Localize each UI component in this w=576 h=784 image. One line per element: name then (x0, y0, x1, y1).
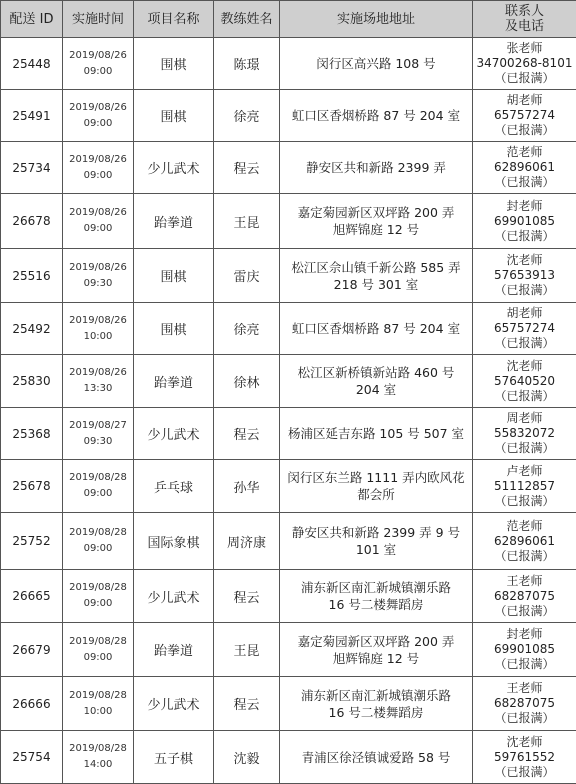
contact-name: 封老师 (506, 198, 543, 213)
cell-id: 25752 (1, 513, 63, 570)
cell-date: 2019/08/26 (69, 314, 127, 326)
cell-coach: 程云 (214, 570, 280, 623)
status-text: （已报满） (494, 283, 555, 297)
cell-time (63, 249, 134, 303)
header-coach: 教练姓名 (214, 1, 280, 38)
cell-time (63, 303, 134, 355)
cell-contact (473, 677, 576, 731)
cell-id: 26678 (1, 194, 63, 249)
table-row (1, 623, 576, 677)
cell-address (280, 513, 473, 570)
cell-address (280, 408, 473, 460)
cell-time (63, 408, 134, 460)
contact-name: 胡老师 (506, 306, 543, 320)
contact-phone: 68287075 (493, 588, 556, 603)
cell-id: 25491 (1, 90, 63, 142)
status-text: （已报满） (494, 175, 555, 189)
status-text: （已报满） (494, 228, 555, 243)
cell-project: 围棋 (134, 303, 214, 355)
address-line: 松江区新桥镇新站路 460 号 (297, 365, 455, 380)
address-line: 虹口区香烟桥路 87 号 204 室 (291, 108, 461, 123)
cell-time (63, 460, 134, 513)
cell-time (63, 677, 134, 731)
cell-coach: 徐亮 (214, 303, 280, 355)
cell-date: 2019/08/26 (69, 153, 127, 165)
contact-name: 周老师 (506, 411, 543, 425)
cell-contact (473, 303, 576, 355)
cell-coach: 周济康 (214, 513, 280, 570)
address-line: 杨浦区延吉东路 105 号 507 室 (287, 426, 465, 441)
cell-address (280, 38, 473, 90)
cell-coach: 程云 (214, 677, 280, 731)
cell-project: 围棋 (134, 90, 214, 142)
cell-clock: 13:30 (83, 383, 113, 394)
contact-phone: 57653913 (493, 268, 556, 282)
header-contact-line-2: 及电话 (504, 19, 544, 34)
cell-clock: 10:00 (83, 330, 113, 342)
cell-clock: 10:00 (83, 705, 113, 717)
status-text: （已报满） (494, 388, 555, 403)
contact-phone: 59761552 (493, 749, 556, 764)
address-line: 虹口区香烟桥路 87 号 204 室 (291, 321, 461, 336)
cell-coach: 沈毅 (214, 731, 280, 784)
cell-time (63, 142, 134, 194)
cell-date: 2019/08/26 (69, 367, 127, 378)
cell-contact (473, 355, 576, 408)
contact-phone: 68287075 (493, 696, 556, 710)
contact-phone: 57640520 (493, 373, 556, 388)
contact-phone: 65757274 (493, 321, 556, 335)
cell-date: 2019/08/28 (69, 635, 127, 647)
cell-clock: 09:00 (83, 598, 113, 609)
contact-phone: 69901085 (493, 213, 556, 228)
cell-contact (473, 460, 576, 513)
cell-time (63, 513, 134, 570)
cell-id: 25830 (1, 355, 63, 408)
cell-project: 围棋 (134, 249, 214, 303)
cell-clock: 09:30 (83, 277, 113, 289)
table-row (1, 570, 576, 623)
address-line: 嘉定菊园新区双坪路 200 弄 (297, 633, 455, 649)
table-row (1, 408, 576, 460)
address-line: 都会所 (357, 487, 395, 502)
cell-contact (473, 142, 576, 194)
cell-id: 25734 (1, 142, 63, 194)
contact-phone: 62896061 (493, 160, 556, 174)
address-line: 嘉定菊园新区双坪路 200 弄 (297, 205, 455, 220)
cell-time (63, 570, 134, 623)
address-line: 旭辉锦庭 12 号 (332, 650, 420, 666)
cell-time (63, 731, 134, 784)
cell-contact (473, 731, 576, 784)
contact-phone: 51112857 (493, 478, 556, 493)
cell-date: 2019/08/27 (69, 419, 127, 431)
cell-clock: 09:30 (83, 435, 113, 447)
table-row (1, 249, 576, 303)
contact-name: 王老师 (506, 573, 543, 588)
address-line: 闵行区高兴路 108 号 (316, 56, 436, 71)
header-contact-line-1: 联系人 (504, 4, 544, 19)
cell-clock: 09:00 (83, 543, 113, 554)
status-text: （已报满） (494, 336, 555, 350)
cell-address (280, 570, 473, 623)
cell-time (63, 623, 134, 677)
cell-address (280, 355, 473, 408)
cell-clock: 09:00 (83, 651, 113, 663)
table-row (1, 38, 576, 90)
cell-id: 26679 (1, 623, 63, 677)
contact-name: 封老师 (506, 627, 543, 641)
header-time: 实施时间 (63, 1, 134, 38)
contact-name: 卢老师 (506, 463, 543, 478)
status-text: （已报满） (494, 657, 555, 671)
contact-name: 胡老师 (506, 93, 543, 107)
cell-clock: 14:00 (83, 759, 113, 770)
status-text: （已报满） (494, 711, 555, 725)
address-line: 218 号 301 室 (333, 276, 419, 292)
status-text: （已报满） (494, 123, 555, 137)
address-line: 16 号二楼舞蹈房 (328, 597, 424, 612)
contact-name: 范老师 (506, 518, 543, 533)
cell-time (63, 355, 134, 408)
cell-address (280, 142, 473, 194)
status-text: （已报满） (494, 493, 555, 508)
status-text: （已报满） (494, 764, 555, 779)
cell-contact (473, 249, 576, 303)
status-text: （已报满） (494, 548, 555, 563)
cell-clock: 09:00 (83, 488, 113, 499)
address-line: 旭辉锦庭 12 号 (332, 222, 420, 237)
address-line: 闵行区东兰路 1111 弄内欧风花 (287, 470, 465, 485)
cell-project: 跆拳道 (134, 623, 214, 677)
cell-clock: 09:00 (83, 169, 113, 181)
status-text: （已报满） (494, 441, 555, 455)
table-row (1, 460, 576, 513)
cell-date: 2019/08/26 (69, 101, 127, 113)
contact-phone: 69901085 (493, 642, 556, 656)
cell-time (63, 194, 134, 249)
cell-project: 少儿武术 (134, 570, 214, 623)
address-line: 静安区共和新路 2399 弄 9 号 (291, 525, 461, 540)
cell-id: 25368 (1, 408, 63, 460)
cell-address (280, 623, 473, 677)
address-line: 青浦区徐泾镇诚爱路 58 号 (301, 749, 451, 765)
table-row (1, 303, 576, 355)
contact-name: 张老师 (506, 41, 543, 55)
cell-contact (473, 623, 576, 677)
cell-address (280, 460, 473, 513)
address-line: 浦东新区南汇新城镇潮乐路 (300, 580, 451, 595)
cell-date: 2019/08/26 (69, 49, 127, 61)
address-line: 静安区共和新路 2399 弄 (306, 160, 446, 175)
cell-date: 2019/08/28 (69, 689, 127, 701)
table-row (1, 513, 576, 570)
status-text: （已报满） (494, 71, 555, 85)
table-body (1, 38, 576, 784)
table-row (1, 677, 576, 731)
header-id: 配送 ID (1, 1, 63, 38)
cell-coach: 王昆 (214, 194, 280, 249)
cell-contact (473, 570, 576, 623)
cell-contact (473, 408, 576, 460)
cell-project: 少儿武术 (134, 142, 214, 194)
cell-contact (473, 513, 576, 570)
cell-time (63, 90, 134, 142)
cell-id: 26665 (1, 570, 63, 623)
cell-project: 围棋 (134, 38, 214, 90)
cell-address (280, 90, 473, 142)
cell-coach: 陈璟 (214, 38, 280, 90)
cell-contact (473, 90, 576, 142)
cell-clock: 09:00 (83, 117, 113, 129)
cell-date: 2019/08/28 (69, 472, 127, 483)
cell-project: 跆拳道 (134, 194, 214, 249)
cell-date: 2019/08/28 (69, 743, 127, 754)
header-contact (473, 1, 576, 38)
contact-name: 沈老师 (506, 734, 543, 749)
table-row (1, 355, 576, 408)
cell-address (280, 194, 473, 249)
cell-date: 2019/08/26 (69, 207, 127, 218)
cell-time (63, 38, 134, 90)
cell-coach: 雷庆 (214, 249, 280, 303)
address-line: 浦东新区南汇新城镇潮乐路 (300, 687, 451, 703)
cell-date: 2019/08/28 (69, 582, 127, 593)
cell-contact (473, 194, 576, 249)
contact-phone: 55832072 (493, 426, 556, 440)
header-address: 实施场地地址 (280, 1, 473, 38)
header-row (1, 1, 576, 38)
cell-date: 2019/08/26 (69, 261, 127, 273)
cell-project: 跆拳道 (134, 355, 214, 408)
cell-coach: 程云 (214, 408, 280, 460)
cell-address (280, 677, 473, 731)
cell-coach: 王昆 (214, 623, 280, 677)
contact-name: 沈老师 (506, 253, 543, 267)
contact-phone: 34700268-8101 (476, 56, 573, 70)
header-project: 项目名称 (134, 1, 214, 38)
table-row (1, 142, 576, 194)
contact-phone: 62896061 (493, 533, 556, 548)
contact-name: 范老师 (506, 145, 543, 159)
cell-id: 25678 (1, 460, 63, 513)
cell-coach: 程云 (214, 142, 280, 194)
cell-id: 25492 (1, 303, 63, 355)
cell-address (280, 249, 473, 303)
address-line: 16 号二楼舞蹈房 (328, 704, 424, 720)
contact-name: 王老师 (506, 681, 543, 695)
cell-project: 少儿武术 (134, 408, 214, 460)
cell-id: 25448 (1, 38, 63, 90)
contact-phone: 65757274 (493, 108, 556, 122)
status-text: （已报满） (494, 603, 555, 618)
cell-project: 少儿武术 (134, 677, 214, 731)
cell-project: 国际象棋 (134, 513, 214, 570)
cell-clock: 09:00 (83, 65, 113, 77)
cell-id: 25754 (1, 731, 63, 784)
cell-project: 五子棋 (134, 731, 214, 784)
cell-clock: 09:00 (83, 223, 113, 234)
cell-address (280, 731, 473, 784)
cell-coach: 徐亮 (214, 90, 280, 142)
cell-id: 25516 (1, 249, 63, 303)
cell-id: 26666 (1, 677, 63, 731)
contact-name: 沈老师 (506, 358, 543, 373)
cell-project: 乒乓球 (134, 460, 214, 513)
cell-date: 2019/08/28 (69, 527, 127, 538)
cell-address (280, 303, 473, 355)
table-row (1, 194, 576, 249)
address-line: 松江区佘山镇千新公路 585 弄 (291, 259, 461, 275)
cell-coach: 孙华 (214, 460, 280, 513)
address-line: 204 室 (355, 382, 397, 397)
address-line: 101 室 (355, 542, 397, 557)
cell-coach: 徐林 (214, 355, 280, 408)
table-row (1, 90, 576, 142)
cell-contact (473, 38, 576, 90)
table-row (1, 731, 576, 784)
